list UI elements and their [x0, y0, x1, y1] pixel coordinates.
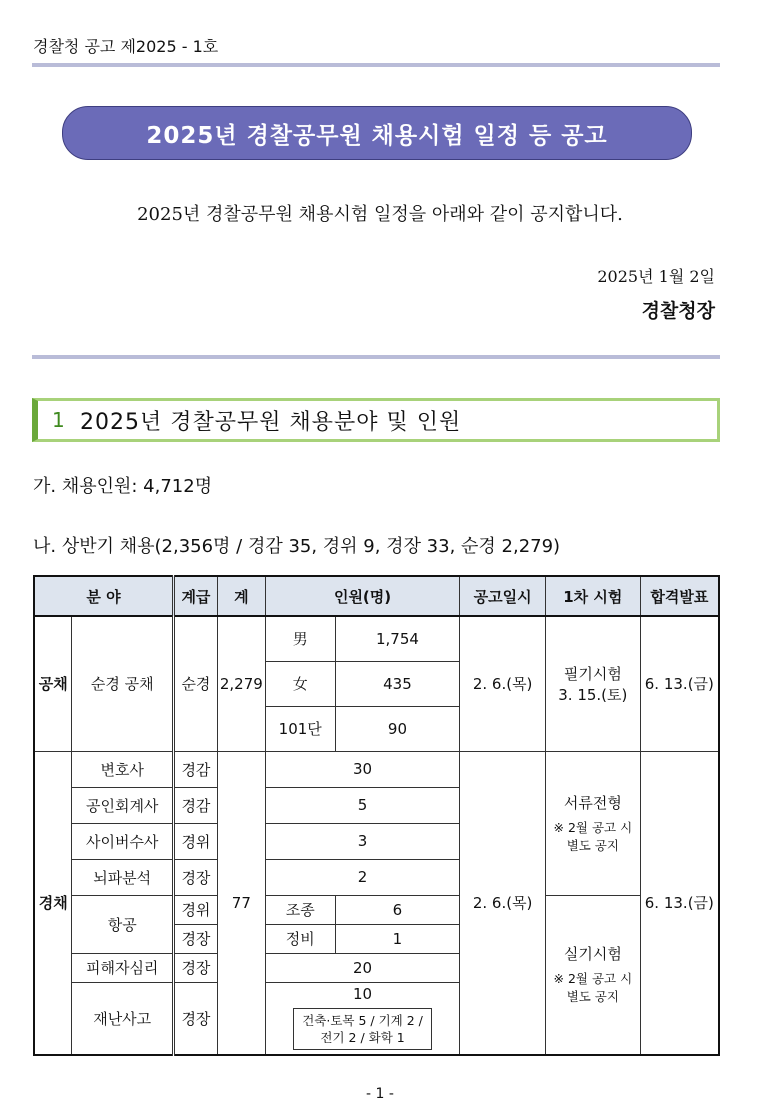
- exam1-cell: [545, 751, 640, 895]
- table-row: [34, 895, 719, 924]
- exam1-cell: [545, 616, 640, 751]
- field-cell: 항공: [72, 895, 174, 953]
- rank-cell: 경감: [174, 751, 218, 787]
- detail-cell: [265, 1006, 459, 1055]
- exam1-type: 서류전형: [563, 793, 622, 812]
- rank-cell: 경장: [174, 859, 218, 895]
- field-cell: 사이버수사: [72, 823, 174, 859]
- exam1-note: ※ 2월 공고 시: [553, 971, 633, 987]
- sub-label: 조종: [265, 895, 335, 924]
- sub-value: 435: [335, 661, 460, 706]
- notice-date: 2. 6.(목): [460, 616, 546, 751]
- exam1-date: 3. 15.(토): [558, 685, 628, 704]
- notice-number: 경찰청 공고 제2025 - 1호: [33, 37, 219, 56]
- category-gyeongchae: 경채: [34, 751, 72, 1055]
- exam1-type: 실기시험: [563, 945, 622, 964]
- issuer: 경찰청장: [641, 300, 715, 322]
- rank-cell: 경위: [174, 895, 218, 924]
- header-people: 인원(명): [265, 576, 459, 616]
- middle-divider: [32, 355, 720, 359]
- count-cell: 2: [265, 859, 459, 895]
- field-cell: 뇌파분석: [72, 859, 174, 895]
- section-header: [32, 398, 720, 442]
- header-total: 계: [217, 576, 265, 616]
- exam1-note: 별도 공지: [566, 989, 619, 1005]
- exam1-note: ※ 2월 공고 시: [553, 819, 633, 835]
- item-ga: 가. 채용인원: 4,712명: [33, 476, 213, 497]
- rank-cell: 경장: [174, 953, 218, 982]
- rank-cell: 순경: [174, 616, 218, 751]
- field-cell: 공인회계사: [72, 787, 174, 823]
- count-cell: 10: [265, 982, 459, 1006]
- header-exam1: 1차 시험: [545, 576, 640, 616]
- schedule-table: [33, 575, 720, 1056]
- sub-label: 女: [265, 661, 335, 706]
- sub-value: 90: [335, 706, 460, 751]
- count-cell: 3: [265, 823, 459, 859]
- result-date: 6. 13.(금): [640, 751, 719, 1055]
- rank-cell: 경감: [174, 787, 218, 823]
- header-rank: 계급: [174, 576, 218, 616]
- table-row: [34, 616, 719, 661]
- count-cell: 5: [265, 787, 459, 823]
- section-title: 2025년 경찰공무원 채용분야 및 인원: [80, 409, 462, 435]
- total-cell: 2,279: [217, 616, 265, 751]
- count-cell: 30: [265, 751, 459, 787]
- category-gongchae: 공채: [34, 616, 72, 751]
- announce-date: 2025년 1월 2일: [597, 267, 715, 286]
- total-cell: 77: [217, 751, 265, 1055]
- field-cell: 재난사고: [72, 982, 174, 1055]
- disaster-detail-line: 건축·토목 5 / 기계 2 /: [302, 1013, 423, 1028]
- rank-cell: 경장: [174, 924, 218, 953]
- table-header-row: [34, 576, 719, 616]
- notice-date: 2. 6.(목): [460, 751, 546, 1055]
- header-notice: 공고일시: [460, 576, 546, 616]
- field-cell: 피해자심리: [72, 953, 174, 982]
- item-na: 나. 상반기 채용(2,356명 / 경감 35, 경위 9, 경장 33, 순경 2,279): [33, 536, 561, 557]
- page-title: 2025년 경찰공무원 채용시험 일정 등 공고: [146, 122, 608, 149]
- sub-label: 男: [265, 616, 335, 661]
- exam1-note: 별도 공지: [566, 837, 619, 853]
- sub-value: 6: [335, 895, 460, 924]
- count-cell: 20: [265, 953, 459, 982]
- field-cell: 순경 공채: [72, 616, 174, 751]
- rank-cell: 경위: [174, 823, 218, 859]
- exam1-type: 필기시험: [563, 664, 622, 683]
- table-row: [34, 751, 719, 787]
- section-number: 1: [52, 408, 65, 432]
- disaster-detail-box: [293, 1008, 432, 1050]
- header-field: 분 야: [34, 576, 174, 616]
- rank-cell: 경장: [174, 982, 218, 1055]
- sub-value: 1,754: [335, 616, 460, 661]
- sub-label: 101단: [265, 706, 335, 751]
- result-date: 6. 13.(금): [640, 616, 719, 751]
- intro-text: 2025년 경찰공무원 채용시험 일정을 아래와 같이 공지합니다.: [137, 204, 623, 225]
- title-banner: [62, 106, 692, 160]
- page-number: - 1 -: [366, 1086, 394, 1102]
- sub-value: 1: [335, 924, 460, 953]
- disaster-detail-line: 전기 2 / 화학 1: [320, 1030, 405, 1045]
- sub-label: 정비: [265, 924, 335, 953]
- header-result: 합격발표: [640, 576, 719, 616]
- top-divider: [32, 63, 720, 67]
- field-cell: 변호사: [72, 751, 174, 787]
- exam1-cell: [545, 895, 640, 1055]
